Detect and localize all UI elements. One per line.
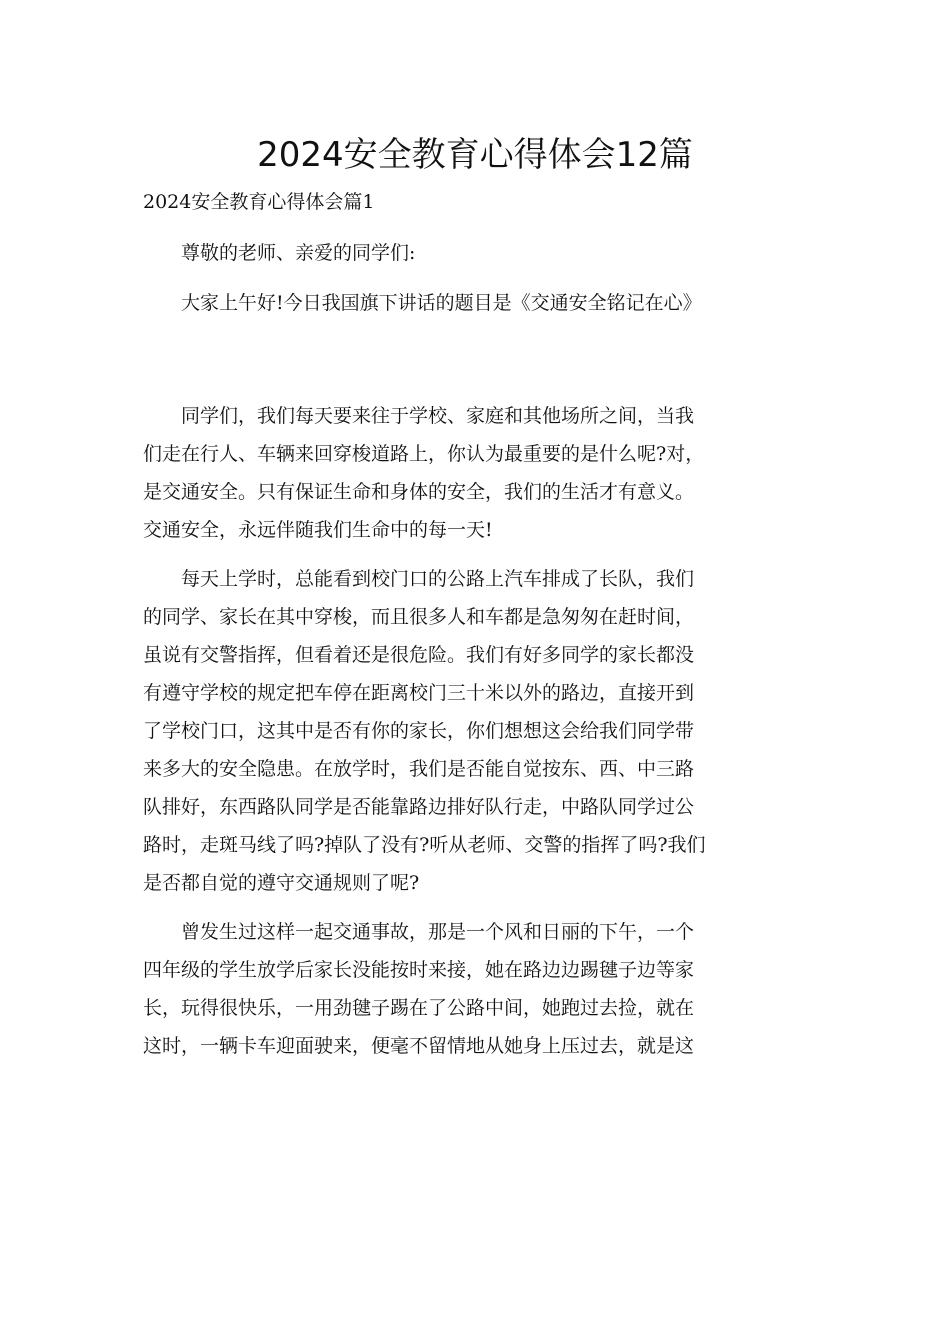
paragraph-line: 四年级的学生放学后家长没能按时来接，她在路边边踢毽子边等家: [143, 959, 695, 981]
section-heading: 2024安全教育心得体会篇1: [143, 191, 375, 213]
intro-paragraph: 大家上午好!今日我国旗下讲话的题目是《交通安全铭记在心》: [181, 292, 702, 314]
paragraph-line: 曾发生过这样一起交通事故，那是一个风和日丽的下午，一个: [181, 921, 695, 943]
body-paragraph-2: [143, 560, 807, 902]
paragraph-line: 们走在行人、车辆来回穿梭道路上，你认为最重要的是什么呢?对，: [143, 443, 705, 465]
paragraph-line: 长，玩得很快乐，一用劲毽子踢在了公路中间，她跑过去捡，就在: [143, 997, 695, 1019]
paragraph-line: 虽说有交警指挥，但看着还是很危险。我们有好多同学的家长都没: [143, 644, 695, 666]
paragraph-line: 是交通安全。只有保证生命和身体的安全，我们的生活才有意义。: [143, 481, 695, 503]
body-paragraph-1: [143, 397, 807, 549]
paragraph-line: 路时，走斑马线了吗?掉队了没有?听从老师、交警的指挥了吗?我们: [143, 834, 706, 856]
paragraph-line: 了学校门口，这其中是否有你的家长，你们想想这会给我们同学带: [143, 720, 695, 742]
paragraph-line: 是否都自觉的遵守交通规则了呢?: [143, 872, 420, 894]
paragraph-line: 这时，一辆卡车迎面驶来，便毫不留情地从她身上压过去，就是这: [143, 1035, 695, 1057]
paragraph-line: 同学们，我们每天要来往于学校、家庭和其他场所之间，当我: [181, 405, 695, 427]
paragraph-line: 交通安全，永远伴随我们生命中的每一天!: [143, 519, 493, 541]
paragraph-line: 来多大的安全隐患。在放学时，我们是否能自觉按东、西、中三路: [143, 758, 695, 780]
paragraph-line: 每天上学时，总能看到校门口的公路上汽车排成了长队，我们: [181, 568, 695, 590]
body-paragraph-3: [143, 913, 807, 1065]
document-title: 2024安全教育心得体会12篇: [257, 135, 693, 175]
paragraph-line: 有遵守学校的规定把车停在距离校门三十米以外的路边，直接开到: [143, 682, 695, 704]
paragraph-line: 队排好，东西路队同学是否能靠路边排好队行走，中路队同学过公: [143, 796, 695, 818]
paragraph-line: 的同学、家长在其中穿梭，而且很多人和车都是急匆匆在赶时间，: [143, 606, 695, 628]
greeting-paragraph: 尊敬的老师、亲爱的同学们:: [181, 242, 416, 264]
